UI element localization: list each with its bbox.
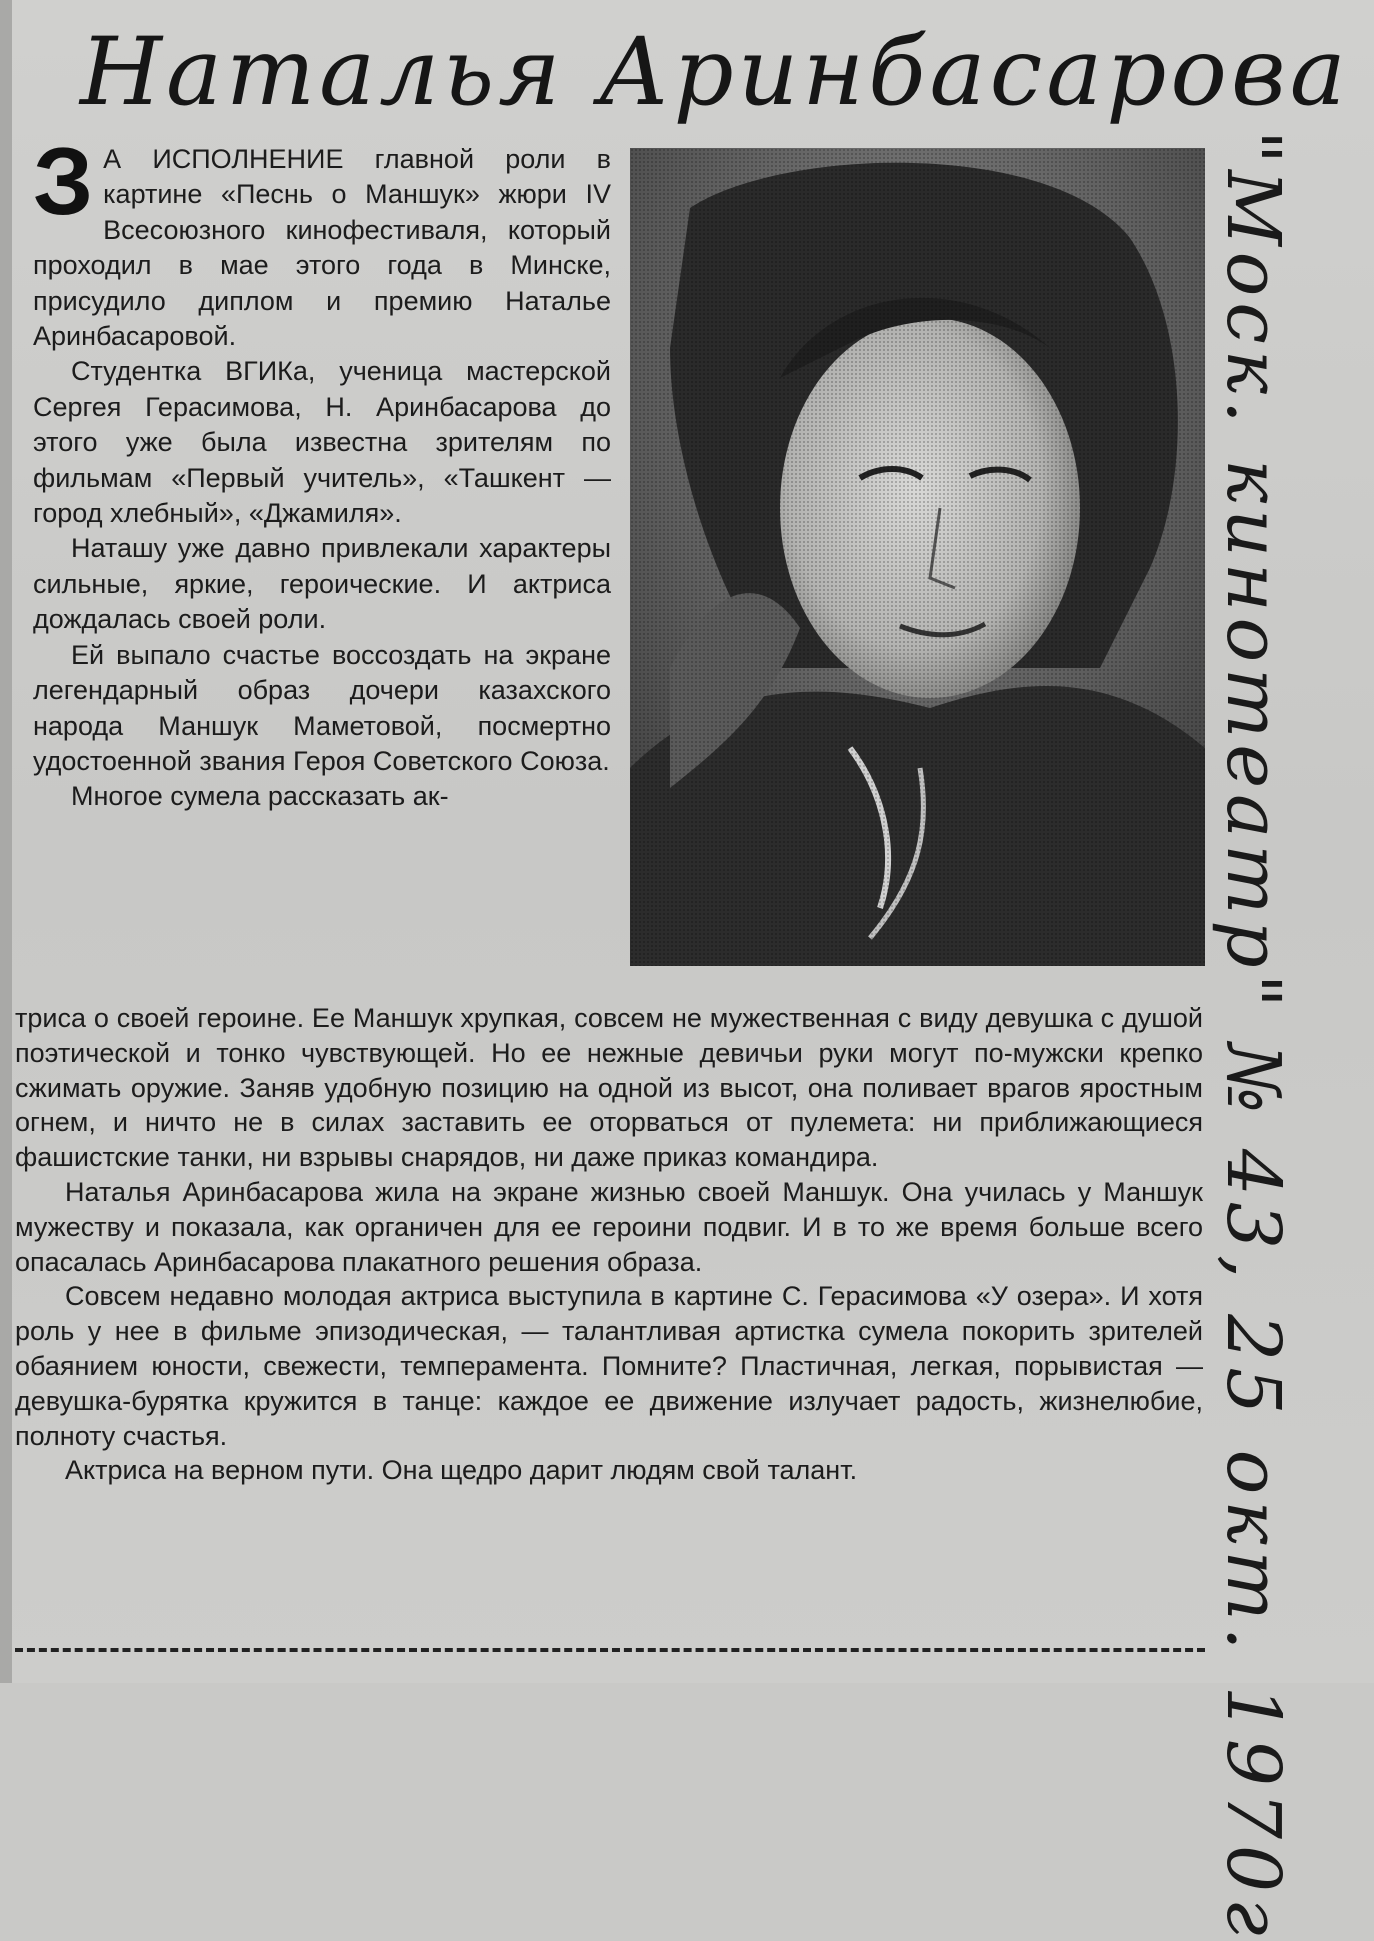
paper-edge: [0, 0, 12, 1683]
portrait-illustration: [630, 148, 1205, 966]
paragraph-1: [33, 128, 611, 354]
article-full-width-text: [15, 1001, 1203, 1488]
paragraph-2: Студентка ВГИКа, ученица мастерской Сергея Герасимова, Н. Аринбасарова до этого уже была известна зрителям по фильмам «Первый учитель», «Ташкент — город хлебный», «Джамиля».: [33, 356, 611, 529]
actress-portrait-photo: [630, 148, 1205, 966]
handwritten-note-text: "Моск. кинотеатр" № 43, 25 окт. 1970г: [1210, 130, 1296, 1941]
paragraph-8: Актриса на верном пути. Она щедро дарит людям свой талант.: [65, 1455, 858, 1486]
article-column: [33, 128, 611, 815]
drop-cap: З: [33, 128, 94, 235]
paragraph-6: Наталья Аринбасарова жила на экране жизнью своей Маншук. Она училась у Маншук мужеству и показала, как органичен для ее героини подвиг. И в то же время больше всего опасалась Аринбасарова плакатного решения образа.: [15, 1176, 1203, 1277]
article-headline: Наталья Аринбасарова: [80, 18, 1350, 127]
paragraph-7: Совсем недавно молодая актриса выступила в картине С. Герасимова «У озера». И хотя роль у нее в фильме эпизодическая, — талантливая артистка сумела покорить зрителей обаянием юности, свежести, темперамента. Помните? Пластичная, легкая, порывистая — девушка-бурятка кружится в танце: каждое ее движение излучает радость, жизнелюбие, полноту счастья.: [15, 1281, 1203, 1451]
paragraph-1-text: А ИСПОЛНЕНИЕ главной роли в картине «Песнь о Маншук» жюри IV Всесоюзного кинофестиваля, который проходил в мае этого года в Минске, присудило диплом и премию Наталье Аринбасаровой.: [33, 144, 611, 352]
paragraph-5-continued: триса о своей героине. Ее Маншук хрупкая, совсем не мужественная с виду девушка с душой поэтической и тонко чувствующей. Но ее нежные девичьи руки могут по-мужски крепко сжимать оружие. Заняв удобную позицию на одной из высот, она поливает врагов яростным огнем, и ничто не в силах заставить ее оторваться от пулемета: ни приближающиеся фашистские танки, ни взрывы снарядов, ни даже приказ командира.: [15, 1003, 1203, 1173]
paragraph-3: Наташу уже давно привлекали характеры сильные, яркие, героические. И актриса дождалась своей роли.: [33, 533, 611, 635]
paragraph-5-start: Многое сумела рассказать ак-: [71, 781, 449, 812]
handwritten-source-note: [1210, 130, 1355, 1941]
paragraph-4: Ей выпало счастье воссоздать на экране легендарный образ дочери казахского народа Маншук Маметовой, посмертно удостоенной звания Героя Советского Союза.: [33, 639, 611, 776]
cut-line-divider: [15, 1648, 1205, 1652]
